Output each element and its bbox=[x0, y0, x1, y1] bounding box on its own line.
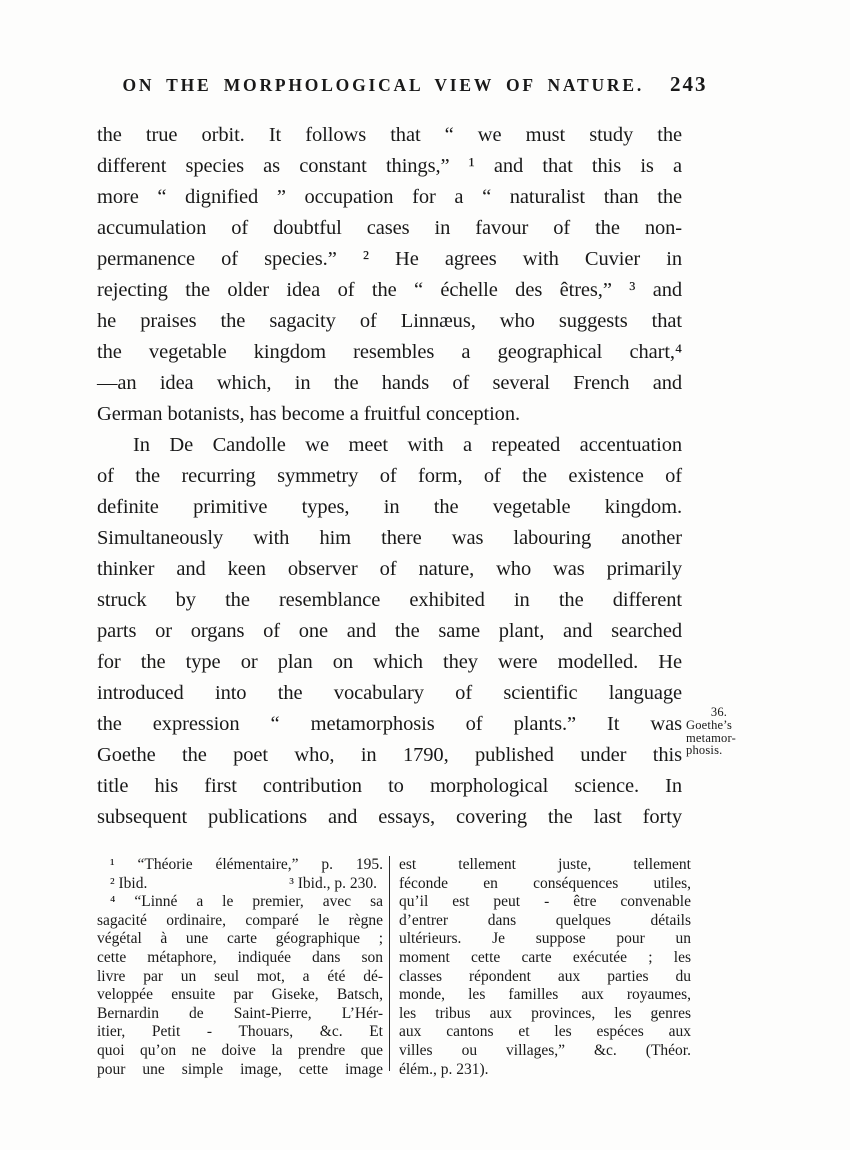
body-line: different species as constant things,” ¹ and that this is a bbox=[97, 155, 682, 177]
body-line: Simultaneously with him there was labouring another bbox=[97, 527, 682, 549]
body-line: German botanists, has become a fruitful conception. bbox=[97, 403, 520, 425]
margin-note-line: phosis. bbox=[686, 743, 723, 758]
body-line: subsequent publications and essays, covering the last forty bbox=[97, 806, 682, 828]
footnote-line: qu’il est peut - être convenable bbox=[399, 893, 691, 911]
body-line: permanence of species.” ² He agrees with Cuvier in bbox=[97, 248, 682, 270]
footnote-column-divider bbox=[389, 856, 390, 1071]
margin-note-line: metamor- bbox=[686, 730, 736, 745]
body-line: the vegetable kingdom resembles a geographical chart,⁴ bbox=[97, 341, 682, 363]
body-line: title his first contribution to morphological science. In bbox=[97, 775, 682, 797]
body-line: the true orbit. It follows that “ we must study the bbox=[97, 124, 682, 146]
footnote-line: ultérieurs. Je suppose pour un bbox=[399, 930, 691, 948]
body-line: introduced into the vocabulary of scientific language bbox=[97, 682, 682, 704]
body-line: struck by the resemblance exhibited in the different bbox=[97, 589, 682, 611]
footnotes-left-column bbox=[97, 856, 383, 1079]
footnote-line: classes répondent aux parties du bbox=[399, 967, 691, 985]
body-line: —an idea which, in the hands of several French and bbox=[97, 372, 682, 394]
footnote-line: végétal à une carte géographique ; bbox=[97, 930, 383, 948]
body-line: more “ dignified ” occupation for a “ naturalist than the bbox=[97, 186, 682, 208]
body-line: of the recurring symmetry of form, of the existence of bbox=[97, 465, 682, 487]
body-line: thinker and keen observer of nature, who was primarily bbox=[97, 558, 682, 580]
body-line: In De Candolle we meet with a repeated accentuation bbox=[133, 434, 682, 456]
footnote-line: est tellement juste, tellement bbox=[399, 856, 691, 873]
footnote-line: aux cantons et les espéces aux bbox=[399, 1023, 691, 1041]
footnote-line: villes ou villages,” &c. (Théor. bbox=[399, 1041, 691, 1059]
footnote-line: d’entrer dans quelques détails bbox=[399, 911, 691, 929]
body-text bbox=[97, 120, 682, 833]
footnote-line: ¹ “Théorie élémentaire,” p. 195. bbox=[110, 856, 383, 873]
footnote-line: livre par un seul mot, a été dé- bbox=[97, 967, 383, 985]
page-title: ON THE MORPHOLOGICAL VIEW OF NATURE. bbox=[122, 75, 645, 95]
footnotes bbox=[97, 856, 697, 1079]
margin-note-number: 36. bbox=[710, 705, 728, 719]
footnote-line: itier, Petit - Thouars, &c. Et bbox=[97, 1023, 383, 1041]
footnote-line: monde, les familles aux royaumes, bbox=[399, 986, 691, 1004]
footnote-line: moment cette carte exécutée ; les bbox=[399, 948, 691, 966]
page-number: 243 bbox=[670, 72, 708, 96]
body-line: he praises the sagacity of Linnæus, who suggests that bbox=[97, 310, 682, 332]
body-line: accumulation of doubtful cases in favour of the non- bbox=[97, 217, 682, 239]
body-line: the expression “ metamorphosis of plants.” It was bbox=[97, 713, 682, 735]
footnote-ref-2: ² Ibid. bbox=[110, 874, 148, 892]
footnote-line: cette métaphore, indiquée dans son bbox=[97, 948, 383, 966]
body-line: parts or organs of one and the same plant, and searched bbox=[97, 620, 682, 642]
footnote-line: pour une simple image, cette image bbox=[97, 1060, 383, 1078]
footnote-line: Bernardin de Saint-Pierre, L’Hér- bbox=[97, 1004, 383, 1022]
footnote-line: sagacité ordinaire, comparé le règne bbox=[97, 911, 383, 929]
footnote-line bbox=[97, 875, 383, 894]
footnote-line: féconde en conséquences utiles, bbox=[399, 874, 691, 892]
footnote-line: les tribus aux provinces, les genres bbox=[399, 1004, 691, 1022]
running-head bbox=[90, 72, 740, 97]
body-line: rejecting the older idea of the “ échelle des êtres,” ³ and bbox=[97, 279, 682, 301]
footnote-line: quoi qu’on ne doive la prendre que bbox=[97, 1041, 383, 1059]
footnote-ref-3: ³ Ibid., p. 230. bbox=[289, 874, 377, 892]
body-line: for the type or plan on which they were modelled. He bbox=[97, 651, 682, 673]
footnote-line: veloppée ensuite par Giseke, Batsch, bbox=[97, 986, 383, 1004]
body-line: Goethe the poet who, in 1790, published under this bbox=[97, 744, 682, 766]
footnote-line: ⁴ “Linné a le premier, avec sa bbox=[110, 893, 383, 911]
footnote-line: élém., p. 231). bbox=[399, 1060, 489, 1078]
body-line: definite primitive types, in the vegetable kingdom. bbox=[97, 496, 682, 518]
margin-note bbox=[686, 706, 766, 757]
margin-note-line: Goethe’s bbox=[686, 717, 733, 732]
footnotes-right-column bbox=[399, 856, 691, 1079]
